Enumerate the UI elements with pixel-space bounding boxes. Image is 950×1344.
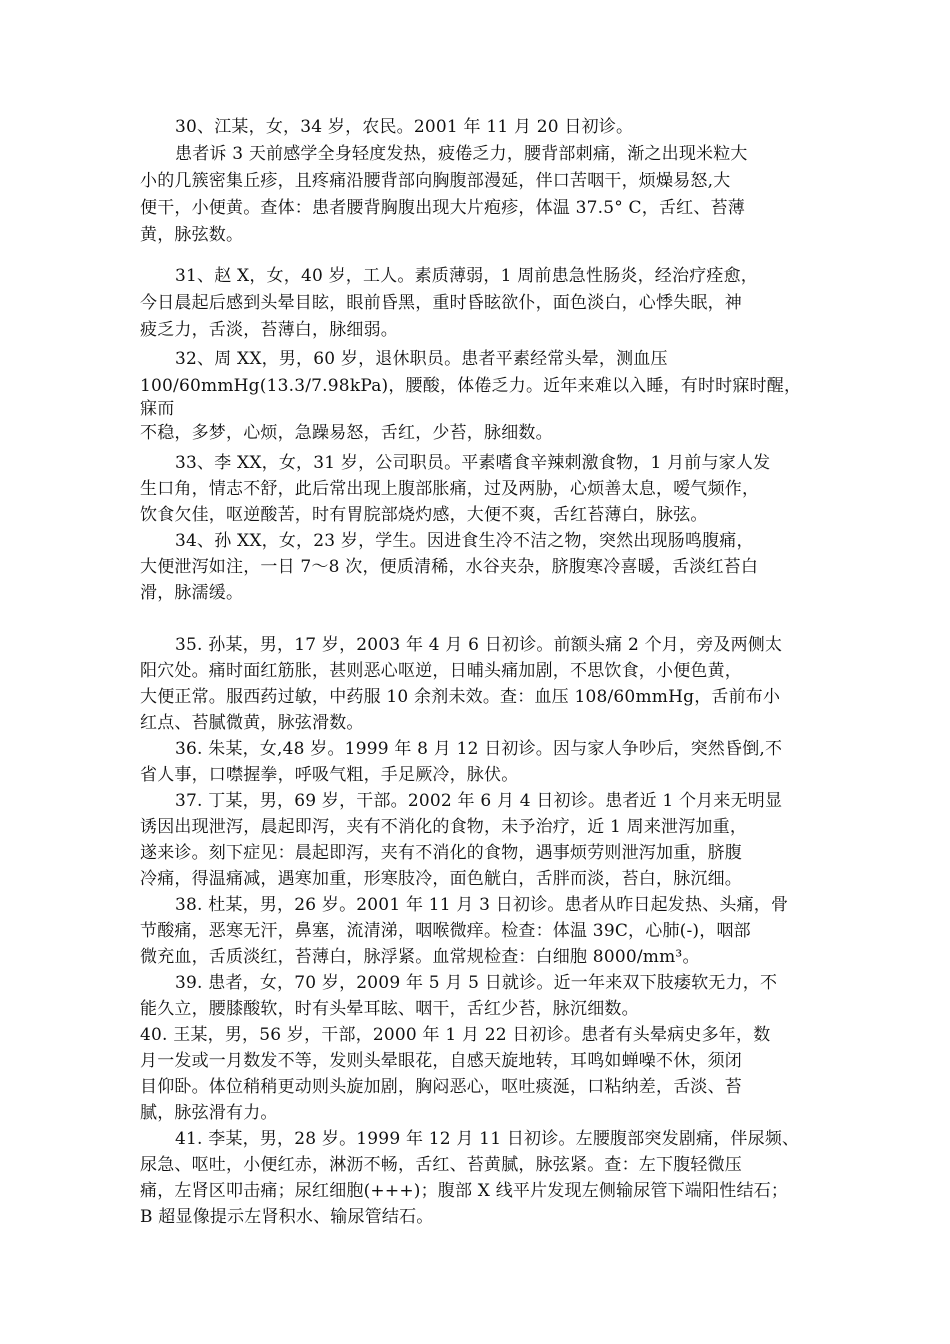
case-30-line-5: 黄，脉弦数。 bbox=[140, 225, 244, 245]
case-33-line-3: 饮食欠佳，呕逆酸苦，时有胃脘部烧灼感，大便不爽，舌红苔薄白，脉弦。 bbox=[140, 505, 708, 525]
case-35-line-4: 红点、苔腻微黄，脉弦滑数。 bbox=[140, 713, 364, 733]
case-33-line-1: 33、李 XX，女，31 岁，公司职员。平素嗜食辛辣刺激食物，1 月前与家人发 bbox=[175, 453, 771, 473]
case-40-line-3: 目仰卧。体位稍稍更动则头旋加剧，胸闷恶心，呕吐痰涎，口粘纳差，舌淡、苔 bbox=[140, 1077, 742, 1097]
case-33-line-2: 生口角，情志不舒，此后常出现上腹部胀痛，过及两胁，心烦善太息，嗳气频作， bbox=[140, 479, 760, 499]
case-30-line-2: 患者诉 3 天前感学全身轻度发热，疲倦乏力，腰背部刺痛，渐之出现米粒大 bbox=[175, 144, 748, 164]
case-41-line-4: B 超显像提示左肾积水、输尿管结石。 bbox=[140, 1207, 434, 1227]
case-30-line-4: 便干，小便黄。查体：患者腰背胸腹出现大片疱疹，体温 37.5° C，舌红、苔薄 bbox=[140, 198, 745, 218]
case-36-line-2: 省人事，口噤握拳，呼吸气粗，手足厥冷，脉伏。 bbox=[140, 765, 519, 785]
case-37-line-2: 诱因出现泄泻，晨起即泻，夹有不消化的食物，未予治疗，近 1 周来泄泻加重， bbox=[140, 817, 748, 837]
case-40-line-1: 40. 王某，男，56 岁，干部，2000 年 1 月 22 日初诊。患者有头晕病史多年，数 bbox=[140, 1025, 771, 1045]
case-39-line-1: 39. 患者，女，70 岁，2009 年 5 月 5 日就诊。近一年来双下肢痿软无力，不 bbox=[175, 973, 778, 993]
case-38-line-1: 38. 杜某，男，26 岁。2001 年 11 月 3 日初诊。患者从昨日起发热、头痛，骨 bbox=[175, 895, 789, 915]
case-36-line-1: 36. 朱某，女,48 岁。1999 年 8 月 12 日初诊。因与家人争吵后，突然昏倒,不 bbox=[175, 739, 783, 759]
case-38-line-2: 节酸痛，恶寒无汗，鼻塞，流清涕，咽喉微痒。检查：体温 39C，心肺(-)，咽部 bbox=[140, 921, 751, 941]
case-34-line-1: 34、孙 XX，女，23 岁，学生。因进食生冷不洁之物，突然出现肠鸣腹痛， bbox=[175, 531, 754, 551]
case-31-line-1: 31、赵 X，女，40 岁，工人。素质薄弱，1 周前患急性肠炎，经治疗痊愈， bbox=[175, 266, 758, 286]
case-31-line-3: 疲乏力，舌淡，苔薄白，脉细弱。 bbox=[140, 320, 398, 340]
case-32-line-3: 寐而 bbox=[140, 399, 175, 419]
case-32-line-2: 100/60mmHg(13.3/7.98kPa)，腰酸，体倦乏力。近年来难以入睡，有时时寐时醒， bbox=[140, 376, 802, 396]
case-40-line-2: 月一发或一月数发不等，发则头晕眼花，自感天旋地转，耳鸣如蝉噪不休，须闭 bbox=[140, 1051, 742, 1071]
case-31-line-2: 今日晨起后感到头晕目眩，眼前昏黑，重时昏眩欲仆，面色淡白，心悸失眠，神 bbox=[140, 293, 742, 313]
case-37-line-4: 冷痛，得温痛减，遇寒加重，形寒肢冷，面色觥白，舌胖而淡，苔白，脉沉细。 bbox=[140, 869, 742, 889]
case-30-line-3: 小的几簇密集丘疹，且疼痛沿腰背部向胸腹部漫延，伴口苦咽干，烦燥易怒,大 bbox=[140, 171, 731, 191]
case-41-line-2: 尿急、呕吐，小便红赤，淋沥不畅，舌红、苔黄腻，脉弦紧。查：左下腹轻微压 bbox=[140, 1155, 742, 1175]
case-34-line-2: 大便泄泻如注，一日 7～8 次，便质清稀，水谷夹杂，脐腹寒冷喜暖，舌淡红苔白 bbox=[140, 557, 759, 577]
case-35-line-3: 大便正常。服西药过敏，中药服 10 余剂未效。查：血压 108/60mmHg，舌前布小 bbox=[140, 687, 781, 707]
case-41-line-3: 痛，左肾区叩击痛；尿红细胞(+++)；腹部 X 线平片发现左侧输尿管下端阳性结石； bbox=[140, 1181, 789, 1201]
case-35-line-2: 阳穴处。痛时面红筋胀，甚则恶心呕逆，日晡头痛加剧，不思饮食，小便色黄， bbox=[140, 661, 742, 681]
case-39-line-2: 能久立，腰膝酸软，时有头晕耳眩、咽干，舌红少苔，脉沉细数。 bbox=[140, 999, 639, 1019]
case-32-line-4: 不稳，多梦，心烦，急躁易怒，舌红，少苔，脉细数。 bbox=[140, 423, 553, 443]
case-32-line-1: 32、周 XX，男，60 岁，退休职员。患者平素经常头晕，测血压 bbox=[175, 349, 668, 369]
case-38-line-3: 微充血，舌质淡红，苔薄白，脉浮紧。血常规检查：白细胞 8000/mm³。 bbox=[140, 947, 700, 967]
case-37-line-3: 遂来诊。刻下症见：晨起即泻，夹有不消化的食物，遇事烦劳则泄泻加重，脐腹 bbox=[140, 843, 742, 863]
case-37-line-1: 37. 丁某，男，69 岁，干部。2002 年 6 月 4 日初诊。患者近 1 个月来无明显 bbox=[175, 791, 783, 811]
case-34-line-3: 滑，脉濡缓。 bbox=[140, 583, 244, 603]
case-40-line-4: 腻，脉弦滑有力。 bbox=[140, 1103, 278, 1123]
case-35-line-1: 35. 孙某，男，17 岁，2003 年 4 月 6 日初诊。前额头痛 2 个月，旁及两侧太 bbox=[175, 635, 783, 655]
case-30-line-1: 30、江某，女，34 岁，农民。2001 年 11 月 20 日初诊。 bbox=[175, 117, 634, 137]
case-41-line-1: 41. 李某，男，28 岁。1999 年 12 月 11 日初诊。左腰腹部突发剧痛，伴尿频、 bbox=[175, 1129, 800, 1149]
